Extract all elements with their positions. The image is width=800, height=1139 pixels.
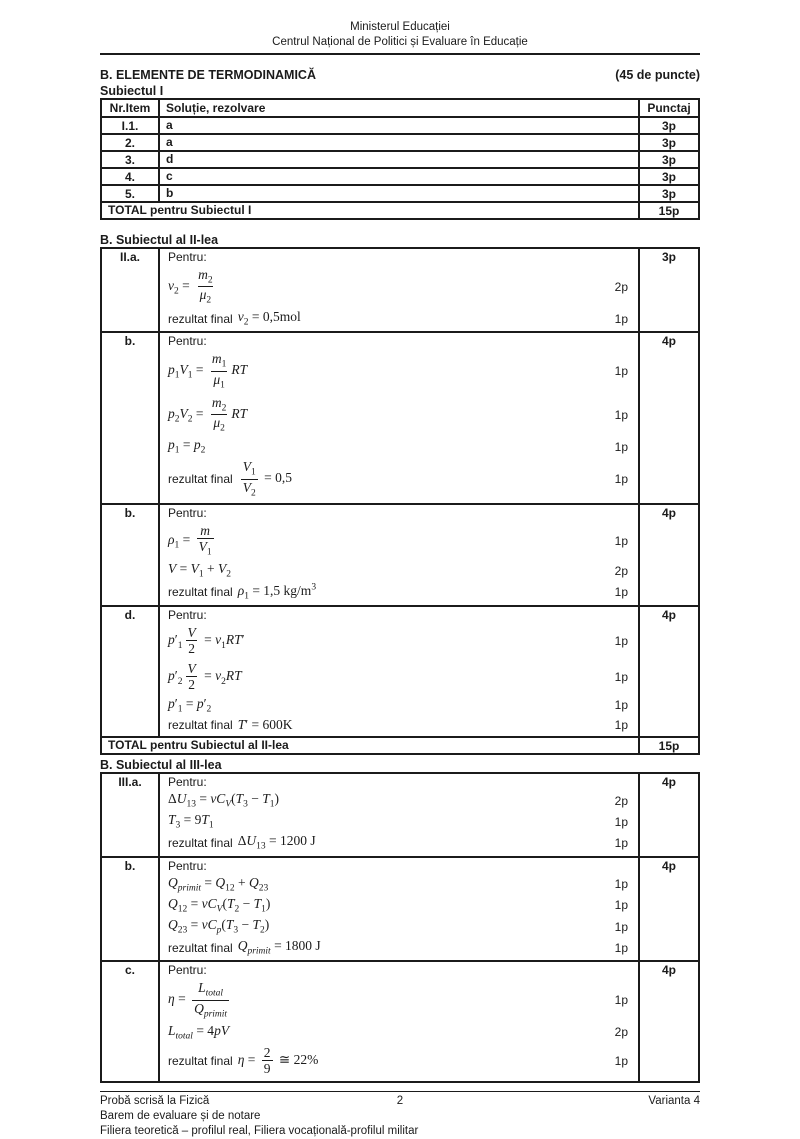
footer-barem-line: Barem de evaluare și de notare xyxy=(100,1109,261,1122)
row-points: 3p xyxy=(639,168,699,185)
row-points: 3p xyxy=(639,151,699,168)
solution-cell xyxy=(159,332,639,503)
col-header-solutie: Soluție, rezolvare xyxy=(159,99,639,117)
row-points: 3p xyxy=(639,117,699,134)
rezultat-final-label: rezultat final xyxy=(168,472,233,487)
scoring-row xyxy=(101,332,699,503)
ministry-line: Ministerul Educației xyxy=(350,21,450,33)
fraction: $\frac{m_1}{\mu_1}$ xyxy=(211,351,227,391)
item-id: III.a. xyxy=(101,773,159,857)
solution-line xyxy=(168,833,628,852)
formula: $p'_1$ $\frac{V}{2}$ = $\nu_1RT'$ xyxy=(168,624,245,657)
item-id: 5. xyxy=(101,185,159,202)
formula: η = $\frac{L_{total}}{Q_{primit}}$ xyxy=(168,980,228,1020)
line-points: 1p xyxy=(614,364,628,379)
formula: $Q_{primit} = Q_{12} + Q_{23}$ xyxy=(168,874,269,894)
pentru-label: Pentru: xyxy=(168,505,207,520)
formula: η = $\frac{2}{9}$ ≅ 22% xyxy=(237,1044,319,1077)
row-points: 3p xyxy=(639,185,699,202)
pentru-label: Pentru: xyxy=(168,249,207,264)
solution-line xyxy=(168,979,628,1020)
line-points: 2p xyxy=(614,279,628,294)
solution-line xyxy=(168,350,628,391)
line-points: 2p xyxy=(614,793,628,808)
formula: $p_1V_1$ = $\frac{m_1}{\mu_1}$ RT xyxy=(168,351,248,391)
col-header-punctaj: Punctaj xyxy=(639,99,699,117)
pentru-label: Pentru: xyxy=(168,334,207,349)
solution-line xyxy=(168,437,628,456)
answer-row xyxy=(101,134,699,151)
fraction: $\frac{V}{2}$ xyxy=(187,624,196,657)
fraction: $\frac{2}{9}$ xyxy=(263,1044,271,1077)
variant-label: Varianta 4 xyxy=(648,1094,700,1107)
solution-line xyxy=(168,696,628,715)
item-id: 4. xyxy=(101,168,159,185)
page-number: 2 xyxy=(396,1094,404,1107)
center-line: Centrul Național de Politici și Evaluare în Educație xyxy=(272,35,528,48)
item-id: 2. xyxy=(101,134,159,151)
answer-letter: b xyxy=(159,185,639,202)
scoring-row xyxy=(101,248,699,333)
solution-cell xyxy=(159,606,639,737)
total-label: TOTAL pentru Subiectul al II-lea xyxy=(101,737,639,754)
item-id: b. xyxy=(101,857,159,962)
line-points: 1p xyxy=(614,633,628,648)
solution-line xyxy=(168,1044,628,1078)
footer-filiera-line: Filiera teoretică – profilul real, Filiera vocațională-profilul militar xyxy=(100,1124,419,1137)
rezultat-final-label: rezultat final xyxy=(168,718,233,733)
subject1-table xyxy=(100,98,700,220)
row-points: 4p xyxy=(639,606,699,737)
scoring-row xyxy=(101,773,699,857)
formula: $T_3 = 9T_1$ xyxy=(168,812,214,831)
line-points: 1p xyxy=(614,698,628,713)
rezultat-final-label: rezultat final xyxy=(168,1053,233,1068)
header-divider xyxy=(100,53,700,55)
item-id: b. xyxy=(101,332,159,503)
row-points: 4p xyxy=(639,332,699,503)
formula: $p'_1 = p'_2$ xyxy=(168,695,212,715)
pentru-label: Pentru: xyxy=(168,858,207,873)
formula: $p'_2$ $\frac{V}{2}$ = $\nu_2RT$ xyxy=(168,660,242,693)
line-points: 1p xyxy=(614,472,628,487)
line-points: 1p xyxy=(614,533,628,548)
row-points: 3p xyxy=(639,248,699,333)
formula: $Q_{primit} = 1800$ J xyxy=(237,938,321,957)
subject1-heading: Subiectul I xyxy=(100,83,164,98)
solution-line xyxy=(168,561,628,580)
pentru-label: Pentru: xyxy=(168,607,207,622)
line-points: 1p xyxy=(614,669,628,684)
solution-line xyxy=(168,660,628,694)
subject3-heading: B. Subiectul al III-lea xyxy=(100,758,222,773)
formula: $Q_{23} = \nu C_p(T_3 - T_2)$ xyxy=(168,917,270,936)
total-label: TOTAL pentru Subiectul I xyxy=(101,202,639,219)
fraction: $\frac{V_1}{V_2}$ xyxy=(242,459,256,499)
line-points: 1p xyxy=(614,919,628,934)
line-points: 1p xyxy=(614,814,628,829)
rezultat-final-label: rezultat final xyxy=(168,585,233,600)
table-header-row xyxy=(101,99,699,117)
title-row xyxy=(100,68,700,82)
fraction: $\frac{m}{V_1}$ xyxy=(198,522,212,558)
footer-row xyxy=(100,1094,700,1109)
formula: T′ = 600K xyxy=(237,717,293,733)
rezultat-final-label: rezultat final xyxy=(168,836,233,851)
formula: $p_1 = p_2$ xyxy=(168,437,206,456)
answer-row xyxy=(101,185,699,202)
formula: $\frac{V_1}{V_2}$ = 0,5 xyxy=(242,459,292,499)
fraction: $\frac{m_2}{\mu_2}$ xyxy=(211,394,227,434)
total-points: 15p xyxy=(639,202,699,219)
solution-line xyxy=(168,266,628,307)
solution-cell xyxy=(159,248,639,333)
scoring-row xyxy=(101,857,699,962)
solution-line xyxy=(168,522,628,560)
row-points: 3p xyxy=(639,134,699,151)
solution-cell xyxy=(159,857,639,962)
line-points: 1p xyxy=(614,993,628,1008)
row-points: 4p xyxy=(639,773,699,857)
solution-line xyxy=(168,1023,628,1042)
solution-line xyxy=(168,717,628,733)
solution-line xyxy=(168,875,628,894)
solution-cell xyxy=(159,773,639,857)
section-title: B. ELEMENTE DE TERMODINAMICĂ xyxy=(100,67,316,82)
row-points: 4p xyxy=(639,857,699,962)
page-footer xyxy=(100,1091,700,1139)
fraction: $\frac{V}{2}$ xyxy=(187,660,196,693)
answer-letter: a xyxy=(159,134,639,151)
line-points: 1p xyxy=(614,585,628,600)
formula: $Q_{12} = \nu C_V(T_2 - T_1)$ xyxy=(168,895,271,915)
pentru-label: Pentru: xyxy=(168,775,207,790)
answer-row xyxy=(101,168,699,185)
solution-cell xyxy=(159,961,639,1082)
scoring-row xyxy=(101,961,699,1082)
fraction: $\frac{m_2}{\mu_2}$ xyxy=(198,266,213,306)
solution-line xyxy=(168,812,628,831)
solution-cell xyxy=(159,504,639,606)
item-id: II.a. xyxy=(101,248,159,333)
total-row xyxy=(101,737,699,754)
item-id: I.1. xyxy=(101,117,159,134)
answer-row xyxy=(101,151,699,168)
total-row xyxy=(101,202,699,219)
doc-header xyxy=(100,20,700,50)
rezultat-final-label: rezultat final xyxy=(168,940,233,955)
line-points: 1p xyxy=(614,718,628,733)
answer-row xyxy=(101,117,699,134)
line-points: 1p xyxy=(614,836,628,851)
line-points: 1p xyxy=(614,940,628,955)
item-id: 3. xyxy=(101,151,159,168)
item-id: d. xyxy=(101,606,159,737)
scoring-row xyxy=(101,504,699,606)
row-points: 4p xyxy=(639,961,699,1082)
footer-exam-name: Probă scrisă la Fizică xyxy=(100,1094,210,1107)
formula: $L_{total} = 4pV$ xyxy=(168,1022,230,1042)
line-points: 1p xyxy=(614,1053,628,1068)
solution-line xyxy=(168,917,628,936)
scoring-row xyxy=(101,606,699,737)
item-id: b. xyxy=(101,504,159,606)
rezultat-final-label: rezultat final xyxy=(168,311,233,326)
solution-line xyxy=(168,624,628,658)
subject3-table xyxy=(100,772,700,1083)
line-points: 1p xyxy=(614,877,628,892)
line-points: 2p xyxy=(614,1025,628,1040)
subject2-table xyxy=(100,247,700,755)
solution-line xyxy=(168,394,628,435)
formula: $p_2V_2$ = $\frac{m_2}{\mu_2}$ RT xyxy=(168,394,248,434)
pentru-label: Pentru: xyxy=(168,963,207,978)
fraction: $\frac{L_{total}}{Q_{primit}}$ xyxy=(194,980,228,1020)
row-points: 4p xyxy=(639,504,699,606)
solution-line xyxy=(168,458,628,499)
line-points: 1p xyxy=(614,311,628,326)
formula: $\nu_2 = 0,5mol$ xyxy=(237,309,301,328)
answer-letter: c xyxy=(159,168,639,185)
total-points: 15p xyxy=(639,737,699,754)
formula: $\rho_1$ = $\frac{m}{V_1}$ xyxy=(168,522,212,558)
formula: $\Delta U_{13} = 1200$ J xyxy=(237,833,316,853)
line-points: 1p xyxy=(614,898,628,913)
formula: $\Delta U_{13} = \nu C_V(T_3 - T_1)$ xyxy=(168,791,280,810)
solution-line xyxy=(168,938,628,957)
formula: $\rho_1 = 1,5$ $kg/m^3$ xyxy=(237,582,317,602)
formula: $\nu_2$ = $\frac{m_2}{\mu_2}$ xyxy=(168,266,213,306)
footer-divider xyxy=(100,1091,700,1092)
solution-line xyxy=(168,309,628,328)
line-points: 1p xyxy=(614,439,628,454)
item-id: c. xyxy=(101,961,159,1082)
solution-line xyxy=(168,583,628,602)
answer-letter: d xyxy=(159,151,639,168)
col-header-nritem: Nr.Item xyxy=(101,99,159,117)
solution-line xyxy=(168,791,628,810)
points-total: (45 de puncte) xyxy=(615,67,700,82)
formula: $V = V_1 + V_2$ xyxy=(168,561,231,581)
line-points: 2p xyxy=(614,564,628,579)
subject2-heading: B. Subiectul al II-lea xyxy=(100,232,219,247)
line-points: 1p xyxy=(614,407,628,422)
answer-letter: a xyxy=(159,117,639,134)
solution-line xyxy=(168,896,628,915)
